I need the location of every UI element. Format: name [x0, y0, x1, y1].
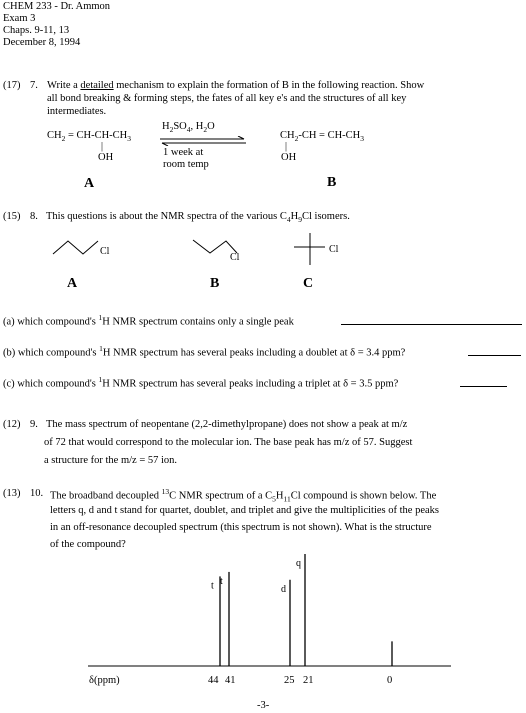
q9-line2: of 72 that would correspond to the molecular ion. The base peak has m/z of 57. Suggest — [44, 437, 413, 448]
q9-points: (12) — [3, 419, 21, 430]
q7-points: (17) — [3, 80, 21, 91]
q8-part-a: (a) which compound's $^1$H NMR spectrum contains only a single peak — [3, 313, 294, 328]
reagents: $H_2SO_4$, $H_2O$ — [162, 121, 215, 135]
q9-line3: a structure for the m/z = 57 ion. — [44, 455, 178, 466]
answer-blank-a[interactable] — [341, 324, 522, 325]
reactant-formula: $CH_2 = CH-CH-CH_3$ — [47, 130, 132, 144]
isomer-label-c: C — [303, 276, 314, 291]
q7-number: 7. — [30, 80, 38, 91]
reactant-oh: OH — [98, 152, 114, 163]
q10-points: (13) — [3, 488, 21, 499]
q10-line1: The broadband decoupled $^{13}$C NMR spectrum of a $C_5H_{11}Cl$ compound is shown below. The — [50, 487, 437, 504]
q8-prompt: This questions is about the NMR spectra of the various $C_4H_9Cl$ isomers. — [46, 211, 350, 225]
isomer-label-b: B — [210, 276, 220, 291]
tick-label-0: 0 — [387, 675, 393, 686]
x-axis-label: δ(ppm) — [89, 675, 120, 686]
q9-line1: The mass spectrum of neopentane (2,2-dimethylpropane) does not show a peak at m/z — [46, 419, 408, 430]
q7-line3: intermediates. — [47, 106, 107, 117]
tick-label-25: 25 — [284, 675, 295, 686]
answer-blank-c[interactable] — [460, 386, 507, 387]
q10-line4: of the compound? — [50, 539, 126, 550]
q8-points: (15) — [3, 211, 21, 222]
isomer-structures — [50, 232, 350, 272]
q7-line2: all bond breaking & forming steps, the fates of all key e's and the structures of all key — [47, 93, 407, 104]
cl-label-a: Cl — [100, 246, 110, 257]
q8-number: 8. — [30, 211, 38, 222]
peak-multiplicity-44: t — [211, 580, 214, 592]
compound-label-b: B — [327, 175, 337, 190]
peak-multiplicity-41: t — [220, 575, 223, 587]
peak-multiplicity-25: d — [281, 583, 286, 595]
product-formula: $CH_2-CH = CH-CH_3$ — [280, 130, 365, 144]
q8-part-b: (b) which compound's $^1$H NMR spectrum has several peaks including a doublet at δ = 3.4 ppm? — [3, 344, 406, 359]
q9-number: 9. — [30, 419, 38, 430]
condition-line1: 1 week at — [163, 147, 204, 158]
tick-label-44: 44 — [208, 675, 219, 686]
q10-line3: in an off-resonance decoupled spectrum (this spectrum is not shown). What is the structure — [50, 522, 432, 533]
cl-label-c: Cl — [329, 244, 339, 255]
q7-line1: Write a detailed mechanism to explain the formation of B in the following reaction. Show — [47, 80, 425, 91]
answer-blank-b[interactable] — [468, 355, 521, 356]
exam-number: Exam 3 — [3, 13, 36, 24]
cl-label-b: Cl — [230, 252, 240, 263]
q10-line2: letters q, d and t stand for quartet, doublet, and triplet and give the multiplicities of the peaks — [50, 505, 439, 516]
isomer-label-a: A — [67, 276, 78, 291]
exam-date: December 8, 1994 — [3, 37, 81, 48]
condition-line2: room temp — [163, 159, 209, 170]
page-number: -3- — [257, 700, 270, 711]
compound-label-a: A — [84, 176, 95, 191]
product-oh: OH — [281, 152, 297, 163]
equilibrium-arrows — [158, 136, 248, 146]
tick-label-21: 21 — [303, 675, 314, 686]
product-bond: | — [285, 141, 288, 152]
c13-nmr-spectrum — [0, 550, 526, 695]
tick-label-41: 41 — [225, 675, 236, 686]
chapters: Chaps. 9-11, 13 — [3, 25, 70, 36]
peak-multiplicity-21: q — [296, 558, 301, 569]
reactant-bond: | — [101, 141, 104, 152]
course-title: CHEM 233 - Dr. Ammon — [3, 1, 111, 12]
q8-part-c: (c) which compound's $^1$H NMR spectrum has several peaks including a triplet at δ = 3.5 ppm? — [3, 375, 399, 390]
q10-number: 10. — [30, 488, 44, 499]
